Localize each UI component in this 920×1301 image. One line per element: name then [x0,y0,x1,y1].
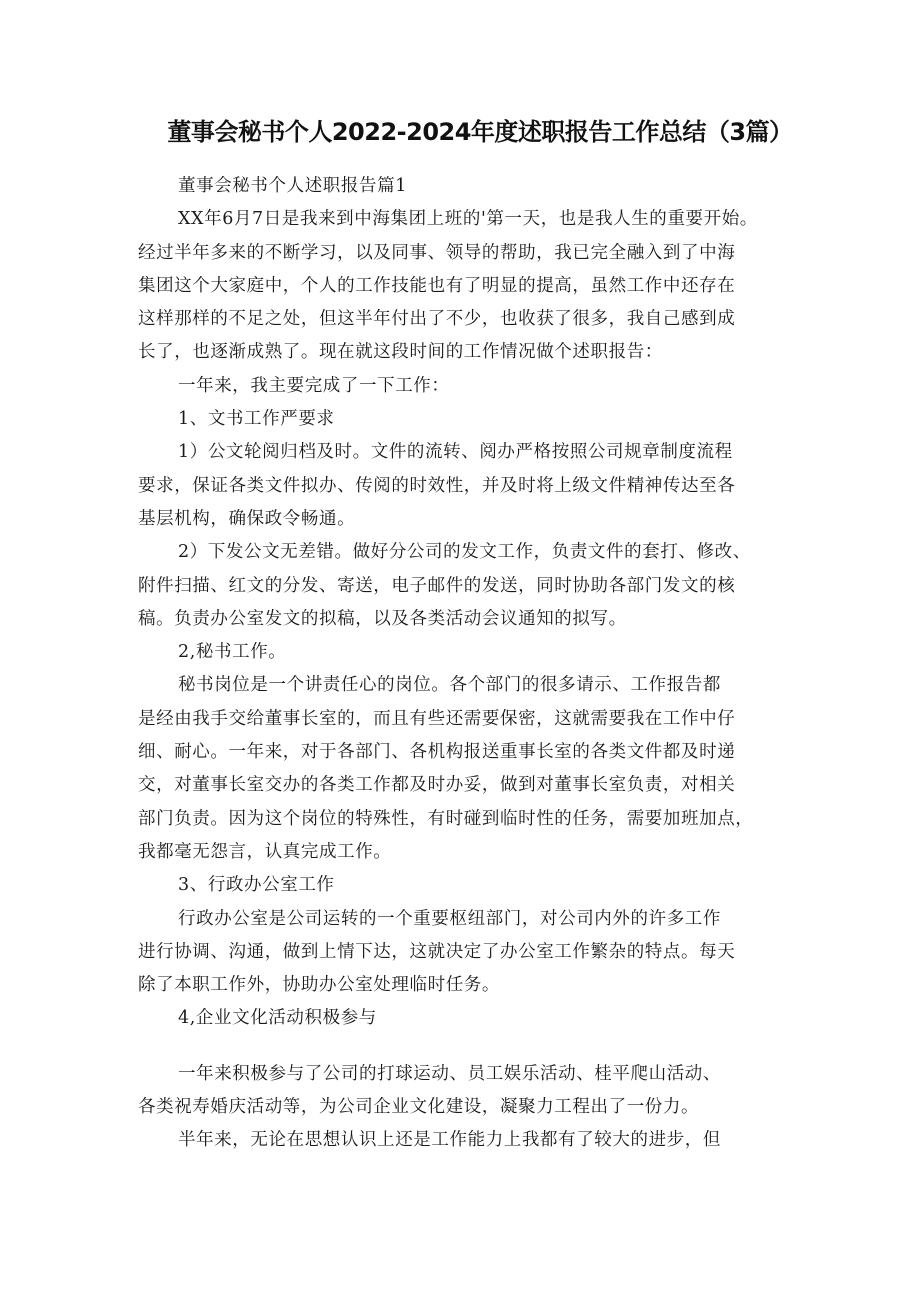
document-title: 董事会秘书个人2022-2024年度述职报告工作总结（3篇） [167,118,793,146]
text-line: 部门负责。因为这个岗位的特殊性，有时碰到临时性的任务，需要加班加点， [138,808,754,829]
text-line: 经过半年多来的不断学习，以及同事、领导的帮助，我已完全融入到了中海 [138,242,736,263]
text-line: 秘书岗位是一个讲责任心的岗位。各个部门的很多请示、工作报告都 [178,675,721,696]
paragraph [138,636,788,669]
text-line: 附件扫描、红文的分发、寄送，电子邮件的发送，同时协助各部门发文的核 [138,575,736,596]
text-line: 董事会秘书个人述职报告篇1 [178,176,407,196]
paragraph [138,536,788,636]
text-line: 这样那样的不足之处，但这半年付出了不少，也收获了很多，我自己感到成 [138,309,736,330]
text-line: XX年6月7日是我来到中海集团上班的'第一天，也是我人生的重要开始。 [178,209,758,230]
paragraph [138,1124,788,1157]
text-line: 基层机构，确保政令畅通。 [138,508,356,529]
text-line: 长了，也逐渐成熟了。现在就这段时间的工作情况做个述职报告： [138,342,663,363]
text-line: 2）下发公文无差错。做好分公司的发文工作，负责文件的套打、修改、 [178,542,751,563]
text-line: 4,企业文化活动积极参与 [178,1008,377,1029]
paragraph [138,1002,788,1035]
text-line: 1）公文轮阅归档及时。文件的流转、阅办严格按照公司规章制度流程 [178,442,733,463]
text-line: 交，对董事长室交办的各类工作都及时办妥，做到对董事长室负责，对相关 [138,775,736,796]
text-line: 集团这个大家庭中，个人的工作技能也有了明显的提高，虽然工作中还存在 [138,275,736,296]
paragraph [138,903,788,1003]
text-line: 稿。负责办公室发文的拟稿，以及各类活动会议通知的拟写。 [138,608,627,629]
paragraph [138,403,788,436]
document-body [138,170,788,1158]
text-line: 要求，保证各类文件拟办、传阅的时效性，并及时将上级文件精神传达至各 [138,475,736,496]
text-line: 除了本职工作外，协助办公室处理临时任务。 [138,975,500,996]
text-line: 各类祝寿婚庆活动等，为公司企业文化建设，凝聚力工程出了一份力。 [138,1097,700,1118]
text-line: 一年来积极参与了公司的打球运动、员工娱乐活动、桂平爬山活动、 [178,1063,721,1084]
text-line: 是经由我手交给董事长室的，而且有些还需要保密，这就需要我在工作中仔 [138,708,736,729]
text-line: 进行协调、沟通，做到上情下达，这就决定了办公室工作繁杂的特点。每天 [138,941,736,962]
text-line: 1、文书工作严要求 [178,409,335,430]
text-line: 一年来，我主要完成了一下工作： [178,375,450,396]
text-line: 半年来，无论在思想认识上还是工作能力上我都有了较大的进步，但 [178,1130,721,1151]
paragraph [138,669,788,869]
text-line: 2,秘书工作。 [178,642,287,663]
paragraph [138,869,788,902]
paragraph [138,170,788,203]
paragraph [138,1058,788,1125]
paragraph [138,370,788,403]
text-line: 我都毫无怨言，认真完成工作。 [138,841,392,862]
text-line: 细、耐心。一年来，对于各部门、各机构报送重事长室的各类文件都及时递 [138,742,736,763]
text-line: 3、行政办公室工作 [178,875,335,896]
text-line: 行政办公室是公司运转的一个重要枢纽部门，对公司内外的许多工作 [178,908,721,929]
paragraph [138,203,788,369]
paragraph [138,436,788,536]
